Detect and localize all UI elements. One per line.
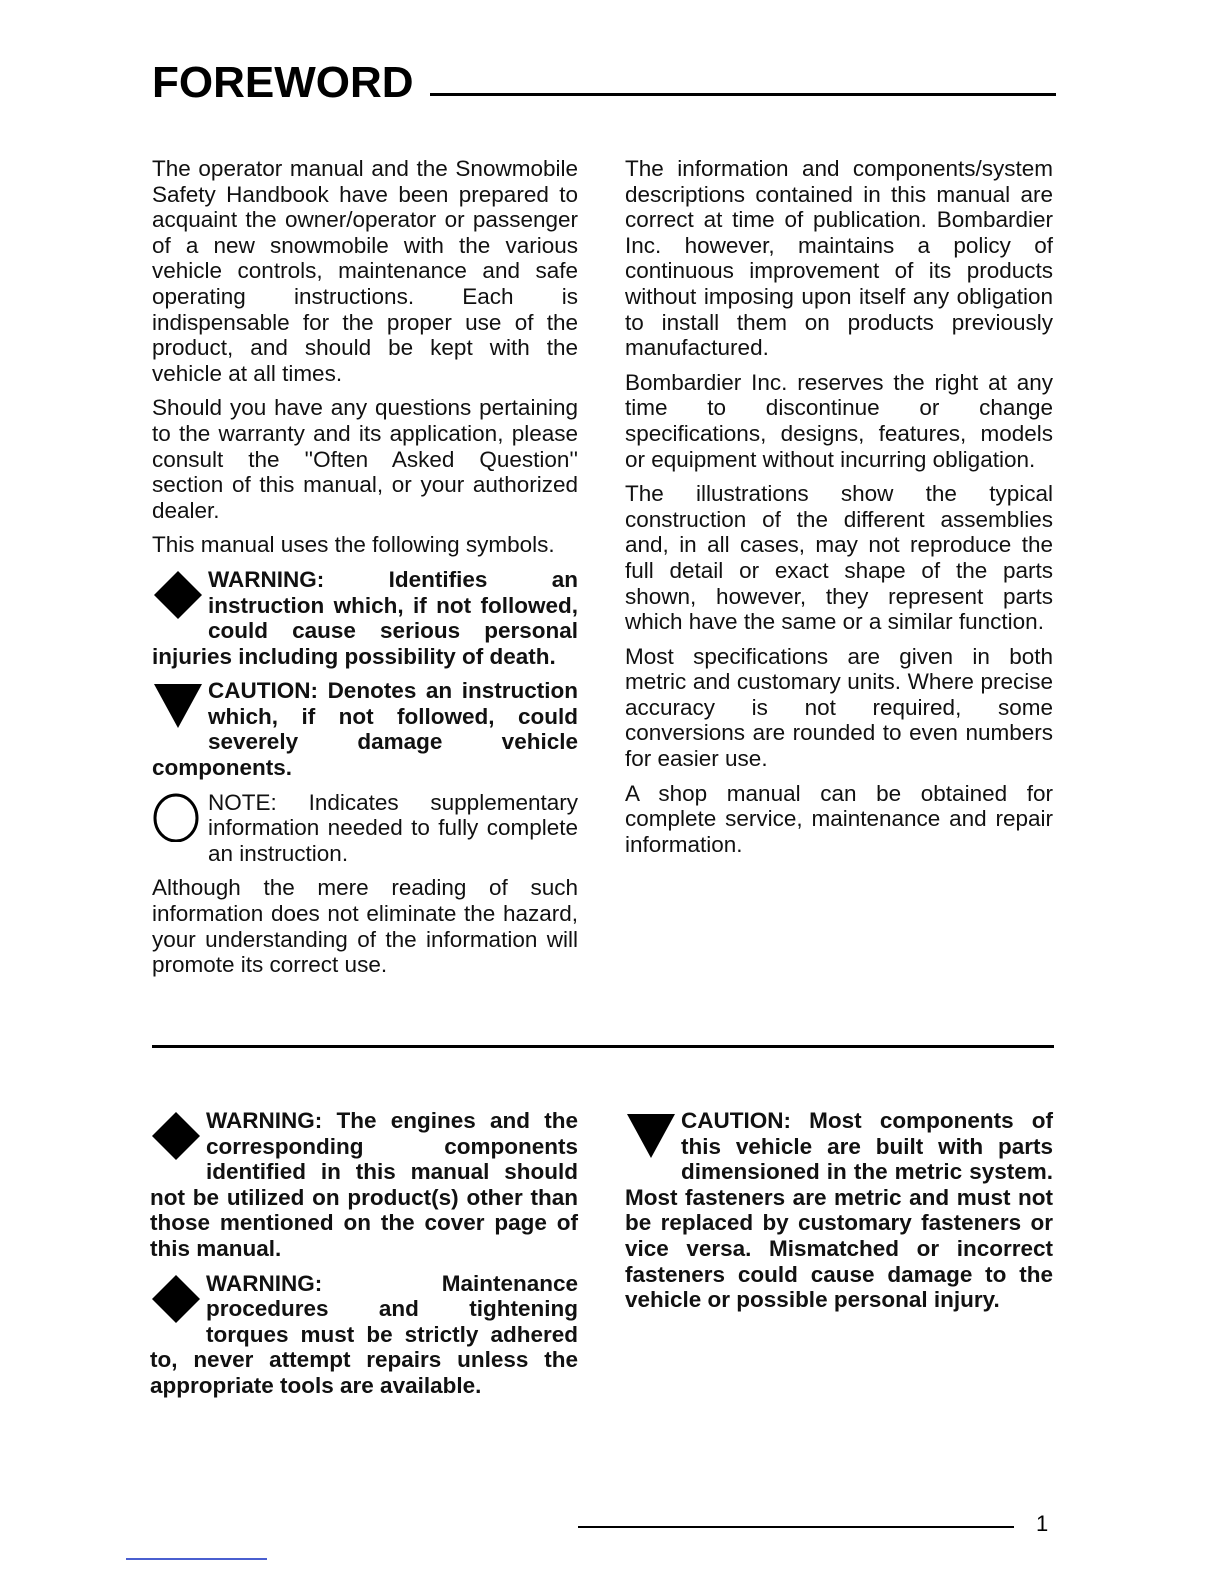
warning-diamond-icon	[152, 569, 208, 619]
illustrations-paragraph: The illustrations show the typical construction of the different assemblies and, in all cases, may not reproduce the full detail or exact shape of the parts shown, however, they represent parts which have the same or a similar function.	[625, 481, 1053, 635]
note-symbol-text	[152, 790, 578, 867]
right-column	[625, 156, 1053, 866]
warning-diamond-icon	[150, 1110, 206, 1160]
warranty-paragraph: Should you have any questions pertaining to the warranty and its application, please consult the ''Often Asked Question'' section of this manual, or your authorized dealer.	[152, 395, 578, 523]
scan-mark	[126, 1558, 267, 1560]
note-circle-icon	[152, 792, 208, 842]
bottom-left-column	[150, 1108, 578, 1408]
intro-paragraph: The operator manual and the Snowmobile Safety Handbook have been prepared to acquaint the owner/operator or passenger of a new snowmobile with the various vehicle controls, maintenance and safe operating instructions. Each is indispensable for the proper use of the product, and should be kept with the vehicle at all times.	[152, 156, 578, 386]
caution-triangle-icon	[625, 1110, 681, 1160]
metric-caution-text: CAUTION: Most components of this vehicle are built with parts dimensioned in the metric system. Most fasteners are metric and must not be replaced by customary fasteners or vice versa. Mismatched or incorrect fasteners could cause damage to the vehicle or possible personal injury.	[625, 1108, 1053, 1313]
metric-caution-block	[625, 1108, 1053, 1313]
maintenance-warning-text: WARNING: Maintenance procedures and tightening torques must be strictly adhered to, never attempt repairs unless the appropriate tools are available.	[150, 1270, 578, 1398]
engine-warning-text: WARNING: The engines and the corresponding components identified in this manual should not be utilized on product(s) other than those mentioned on the cover page of this manual.	[150, 1108, 578, 1261]
left-column	[152, 156, 578, 987]
caution-symbol-block	[152, 678, 578, 780]
note-body: Indicates supplementary information needed to fully complete an instruction.	[208, 789, 578, 866]
note-label: NOTE:	[208, 789, 277, 815]
rights-paragraph: Bombardier Inc. reserves the right at any time to discontinue or change specifications, designs, features, models or equipment without incurring obligation.	[625, 369, 1053, 472]
warning-diamond-icon	[150, 1273, 206, 1323]
units-paragraph: Most specifications are given in both metric and customary units. Where precise accuracy is not required, some conversions are rounded to even numbers for easier use.	[625, 643, 1053, 772]
warning-symbol-block	[152, 567, 578, 669]
hazard-paragraph: Although the mere reading of such information does not eliminate the hazard, your understanding of the information will promote its correct use.	[152, 875, 578, 978]
publication-paragraph: The information and components/system descriptions contained in this manual are correct at time of publication. Bombardier Inc. however, maintains a policy of continuous improvement of its products without imposing upon itself any obligation to install them on products previously manufactured.	[625, 156, 1053, 361]
title-rule	[430, 93, 1056, 96]
page-title: FOREWORD	[152, 58, 414, 107]
bottom-right-column	[625, 1108, 1053, 1322]
title-row	[152, 58, 1056, 108]
maintenance-warning-block	[150, 1271, 578, 1399]
engine-warning-block	[150, 1108, 578, 1262]
section-divider	[152, 1045, 1054, 1048]
note-symbol-block	[152, 790, 578, 867]
caution-triangle-icon	[152, 680, 208, 730]
footer-rule	[578, 1526, 1014, 1528]
caution-symbol-text: CAUTION: Denotes an instruction which, if not followed, could severely damage vehicle components.	[152, 678, 578, 781]
warning-symbol-text: WARNING: Identifies an instruction which, if not followed, could cause serious personal injuries including possibility of death.	[152, 566, 578, 669]
shop-manual-paragraph: A shop manual can be obtained for complete service, maintenance and repair information.	[625, 780, 1053, 857]
page-number: 1	[1036, 1511, 1049, 1536]
symbols-intro: This manual uses the following symbols.	[152, 532, 555, 558]
